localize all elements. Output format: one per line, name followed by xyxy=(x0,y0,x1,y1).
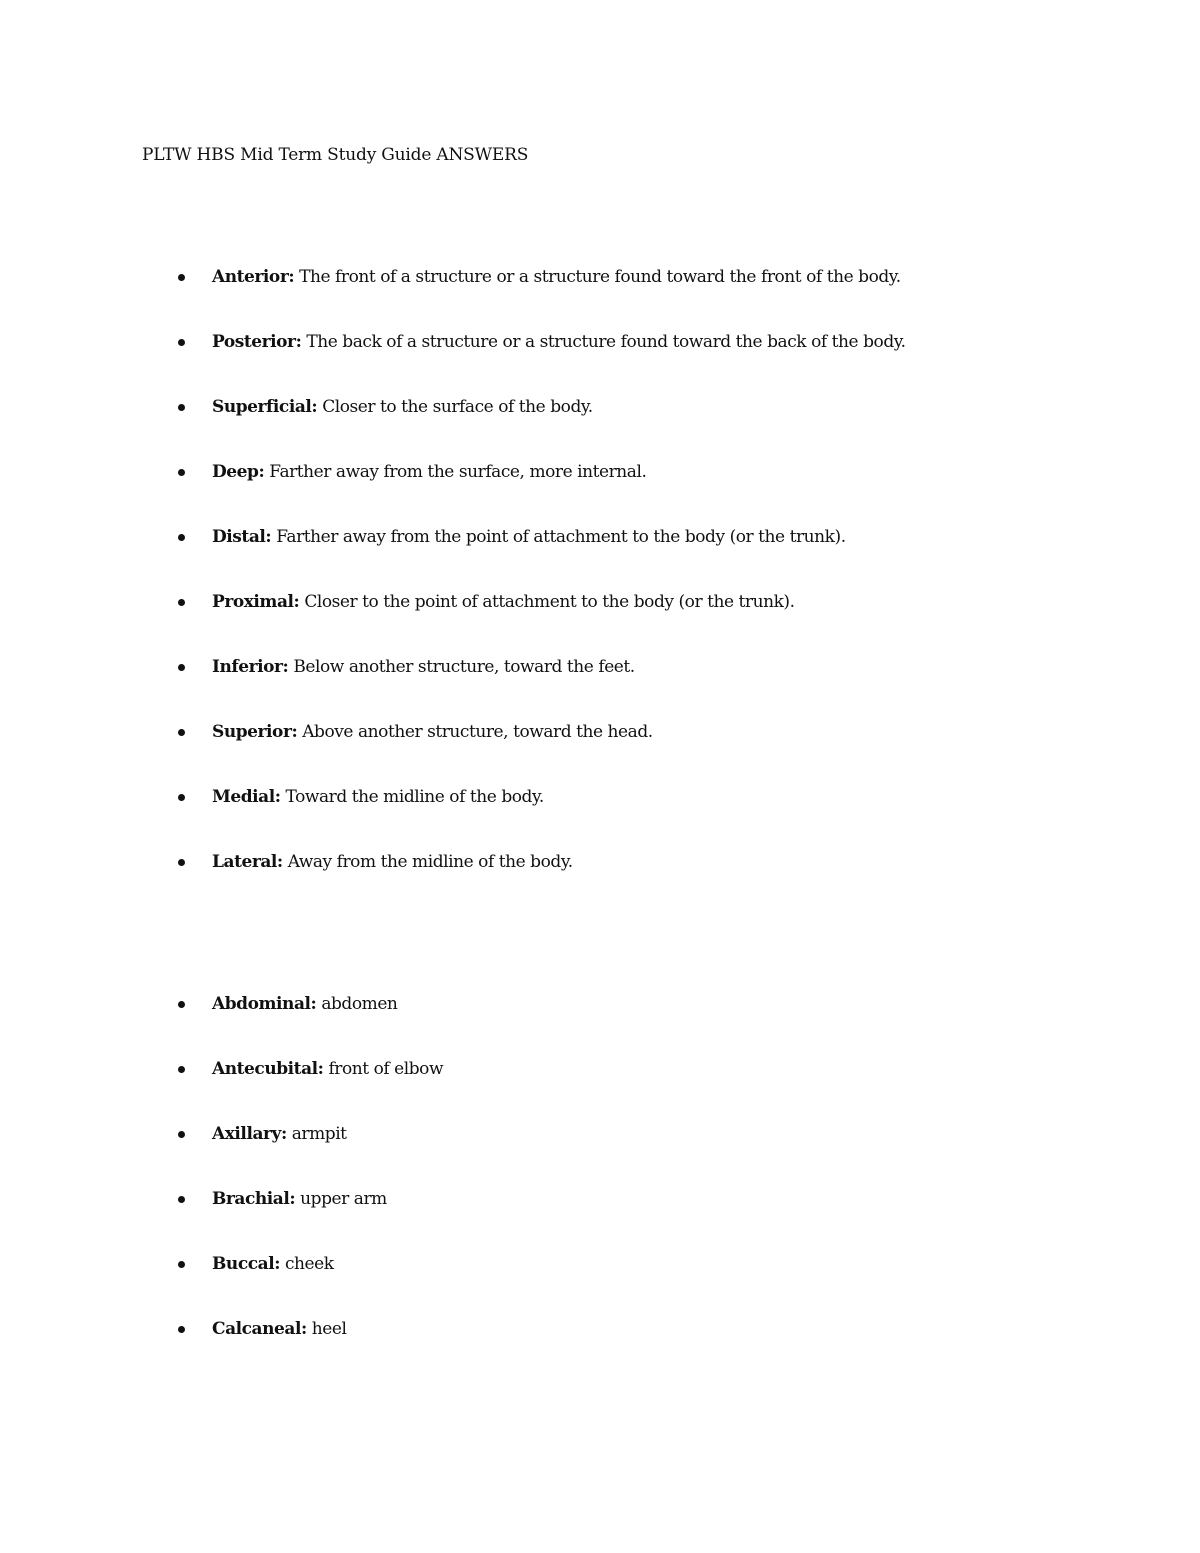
term-name: Posterior: xyxy=(212,332,302,352)
term-name: Distal: xyxy=(212,527,272,547)
term-name: Inferior: xyxy=(212,657,289,677)
bullet-icon xyxy=(178,1001,185,1008)
term-definition: Below another structure, toward the feet. xyxy=(288,657,635,677)
term-definition: The front of a structure or a structure found toward the front of the body. xyxy=(294,267,901,287)
term-definition: armpit xyxy=(286,1124,347,1144)
term-definition: Above another structure, toward the head. xyxy=(297,722,653,742)
bullet-icon xyxy=(178,794,185,801)
bullet-icon xyxy=(178,664,185,671)
bullet-icon xyxy=(178,339,185,346)
bullet-icon xyxy=(178,599,185,606)
term-name: Antecubital: xyxy=(212,1059,324,1079)
bullet-icon xyxy=(178,859,185,866)
bullet-icon xyxy=(178,274,185,281)
bullet-icon xyxy=(178,729,185,736)
term-name: Superior: xyxy=(212,722,298,742)
bullet-icon xyxy=(178,1326,185,1333)
term-name: Proximal: xyxy=(212,592,300,612)
term-definition: Away from the midline of the body. xyxy=(282,852,573,872)
bullet-icon xyxy=(178,1196,185,1203)
term-name: Lateral: xyxy=(212,852,283,872)
bullet-icon xyxy=(178,534,185,541)
bullet-icon xyxy=(178,1131,185,1138)
bullet-icon xyxy=(178,1066,185,1073)
term-definition: Closer to the surface of the body. xyxy=(317,397,593,417)
document-title: PLTW HBS Mid Term Study Guide ANSWERS xyxy=(142,145,529,165)
term-name: Abdominal: xyxy=(212,994,317,1014)
term-definition: The back of a structure or a structure found toward the back of the body. xyxy=(301,332,906,352)
term-definition: Closer to the point of attachment to the body (or the trunk). xyxy=(299,592,795,612)
term-definition: front of elbow xyxy=(323,1059,444,1079)
bullet-icon xyxy=(178,1261,185,1268)
term-name: Medial: xyxy=(212,787,281,807)
term-definition: heel xyxy=(306,1319,347,1339)
term-name: Buccal: xyxy=(212,1254,281,1274)
term-name: Calcaneal: xyxy=(212,1319,307,1339)
bullet-icon xyxy=(178,404,185,411)
term-definition: Toward the midline of the body. xyxy=(280,787,544,807)
term-definition: cheek xyxy=(280,1254,334,1274)
term-name: Superficial: xyxy=(212,397,318,417)
term-definition: upper arm xyxy=(295,1189,387,1209)
term-definition: abdomen xyxy=(316,994,398,1014)
term-definition: Farther away from the surface, more internal. xyxy=(264,462,647,482)
term-definition: Farther away from the point of attachment to the body (or the trunk). xyxy=(271,527,846,547)
term-name: Axillary: xyxy=(212,1124,287,1144)
term-name: Brachial: xyxy=(212,1189,296,1209)
bullet-icon xyxy=(178,469,185,476)
term-name: Deep: xyxy=(212,462,265,482)
term-name: Anterior: xyxy=(212,267,295,287)
